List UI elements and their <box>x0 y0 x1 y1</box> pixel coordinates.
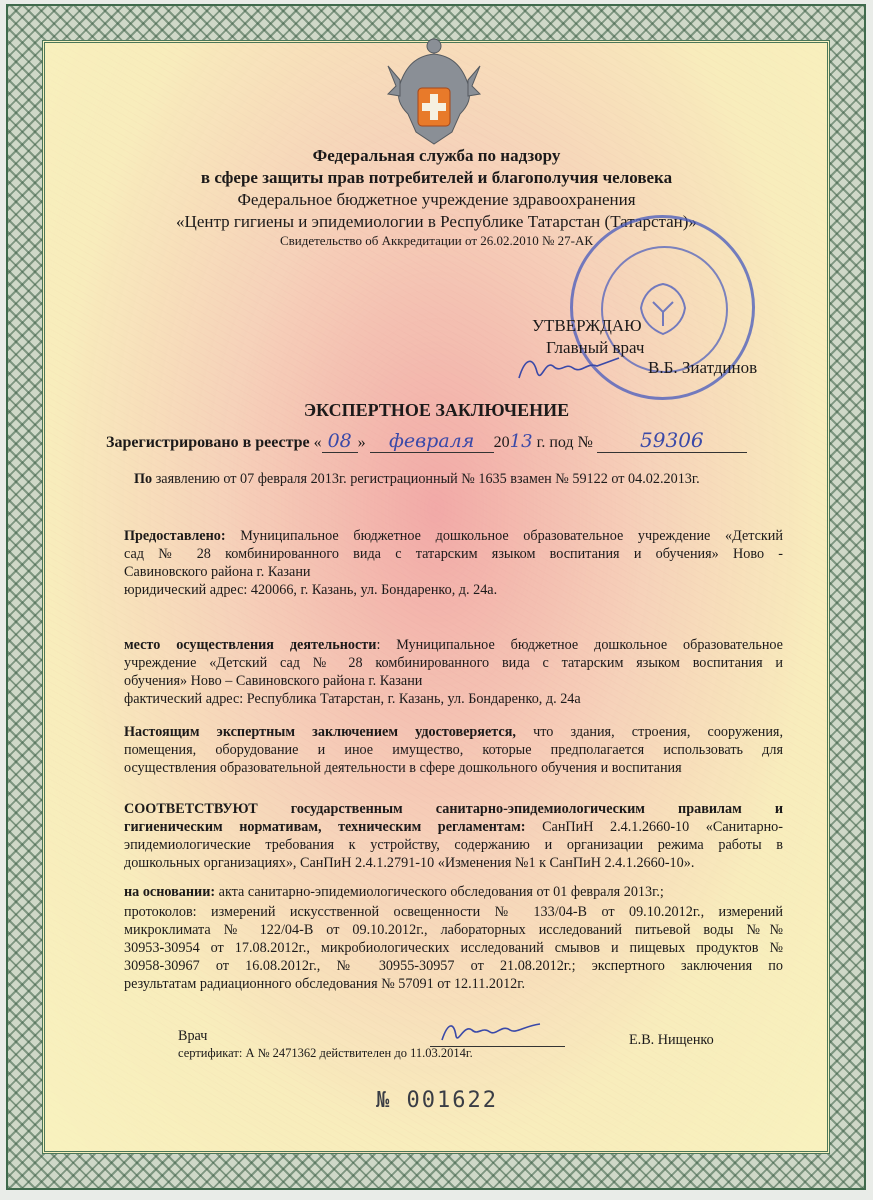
basis-label: на основании: <box>124 884 216 900</box>
basis-line-2: протоколов: измерений искусственной освещенности № 133/04-В от 09.10.2012г., измерений <box>124 904 783 920</box>
registry-number: 59306 <box>597 428 747 453</box>
stamp-eagle-icon <box>633 278 693 338</box>
registry-year-unit: г. под № <box>536 434 593 451</box>
doctor-role: Врач <box>178 1028 208 1044</box>
basis-line-1 <box>124 884 783 901</box>
document-title: ЭКСПЕРТНОЕ ЗАКЛЮЧЕНИЕ <box>303 400 570 420</box>
blank-number: № 001622 <box>376 1088 498 1113</box>
basis-line-4: 30953-30954 от 17.08.2012г., микробиологических исследований смывов и пищевых продуктов № <box>124 940 783 956</box>
provided-label: Предоставлено: <box>124 528 226 544</box>
provided-line-3: Савиновского района г. Казани <box>124 564 311 580</box>
compliance-text-2: СанПиН 2.4.1.2660-10 «Санитарно- <box>542 819 783 835</box>
activity-label: место осуществления деятельности <box>124 637 377 653</box>
chief-signature <box>515 348 625 388</box>
doctor-signature <box>436 1014 546 1048</box>
registry-year-prefix: 20 <box>493 434 510 451</box>
application-line <box>134 471 700 488</box>
registry-label: Зарегистрировано в реестре <box>106 434 310 451</box>
provided-text-1: Муниципальное бюджетное дошкольное образовательное учреждение «Детский <box>240 528 783 544</box>
doctor-name: Е.В. Нищенко <box>629 1032 714 1048</box>
registry-year-suffix: 13 <box>509 431 533 452</box>
basis-line-3: микроклимата № 122/04-В от 09.10.2012г., лабораторных исследований питьевой воды №№ <box>124 922 783 938</box>
basis-line-5: 30958-30967 от 16.08.2012г., № 30955-30957 от 21.08.2012г.; экспертного заключения по <box>124 958 783 974</box>
activity-line-3: обучения» Ново – Савиновского района г. Казани <box>124 673 423 689</box>
certify-line-3: осуществления образовательной деятельности в сфере дошкольного обучения и воспитания <box>124 760 682 776</box>
registry-close-quote: » <box>357 434 366 451</box>
registry-line <box>106 428 747 453</box>
doctor-certificate: сертификат: А № 2471362 действителен до 11.03.2014г. <box>178 1046 473 1060</box>
approval-name: В.Б. Зиатдинов <box>648 358 758 377</box>
agency-line-1: Федеральная служба по надзору <box>312 146 561 165</box>
activity-line-4: фактический адрес: Республика Татарстан, г. Казань, ул. Бондаренко, д. 24а <box>124 691 581 707</box>
institution-line-1: Федеральное бюджетное учреждение здравоохранения <box>237 190 636 209</box>
basis-text-1: акта санитарно-эпидемиологического обследования от 01 февраля 2013г.; <box>218 884 664 900</box>
certify-label: Настоящим экспертным заключением удостоверяется, <box>124 724 516 740</box>
basis-line-6: результатам радиационного обследования № 57091 от 12.11.2012г. <box>124 976 526 992</box>
provided-line-2: сад № 28 комбинированного вида с татарским языком воспитания и обучения» Ново - <box>124 546 783 562</box>
application-label: По <box>134 471 153 487</box>
provided-line-1 <box>124 528 783 545</box>
certify-text-1: что здания, строения, сооружения, <box>533 724 784 740</box>
registry-open-quote: « <box>313 434 322 451</box>
agency-line-2: в сфере защиты прав потребителей и благополучия человека <box>200 168 673 187</box>
activity-line-1 <box>124 637 783 654</box>
registry-month: февраля <box>370 430 494 453</box>
institution-line-2: «Центр гигиены и эпидемиологии в Республике Татарстан (Татарстан)» <box>176 212 697 231</box>
activity-text-1: : Муниципальное бюджетное дошкольное образовательное <box>376 637 783 653</box>
compliance-label: гигиеническим нормативам, техническим регламентам: <box>124 819 526 835</box>
registry-day: 08 <box>322 430 358 453</box>
compliance-line-1: СООТВЕТСТВУЮТ государственным санитарно-эпидемиологическим правилам и <box>124 801 783 817</box>
provided-line-4: юридический адрес: 420066, г. Казань, ул. Бондаренко, д. 24а. <box>124 582 498 598</box>
approval-label: УТВЕРЖДАЮ <box>532 316 642 335</box>
accreditation: Свидетельство об Аккредитации от 26.02.2010 № 27-АК <box>279 233 594 248</box>
certify-line-1 <box>124 724 783 741</box>
compliance-line-4: дошкольных организациях», СанПиН 2.4.1.2791-10 «Изменения №1 к СанПиН 2.4.1.2660-10». <box>124 855 695 871</box>
activity-line-2: учреждение «Детский сад № 28 комбинированного вида с татарским языком воспитания и <box>124 655 783 671</box>
certify-line-2: помещения, оборудование и иное имущество, которые предполагается использовать для <box>124 742 783 758</box>
compliance-line-2 <box>124 819 783 836</box>
application-text: заявлению от 07 февраля 2013г. регистрационный № 1635 взамен № 59122 от 04.02.2013г. <box>155 471 700 487</box>
compliance-line-3: эпидемиологические требования к устройству, содержанию и организации режима работы в <box>124 837 783 853</box>
approval-role: Главный врач <box>546 338 645 357</box>
emblem-icon <box>386 36 482 148</box>
